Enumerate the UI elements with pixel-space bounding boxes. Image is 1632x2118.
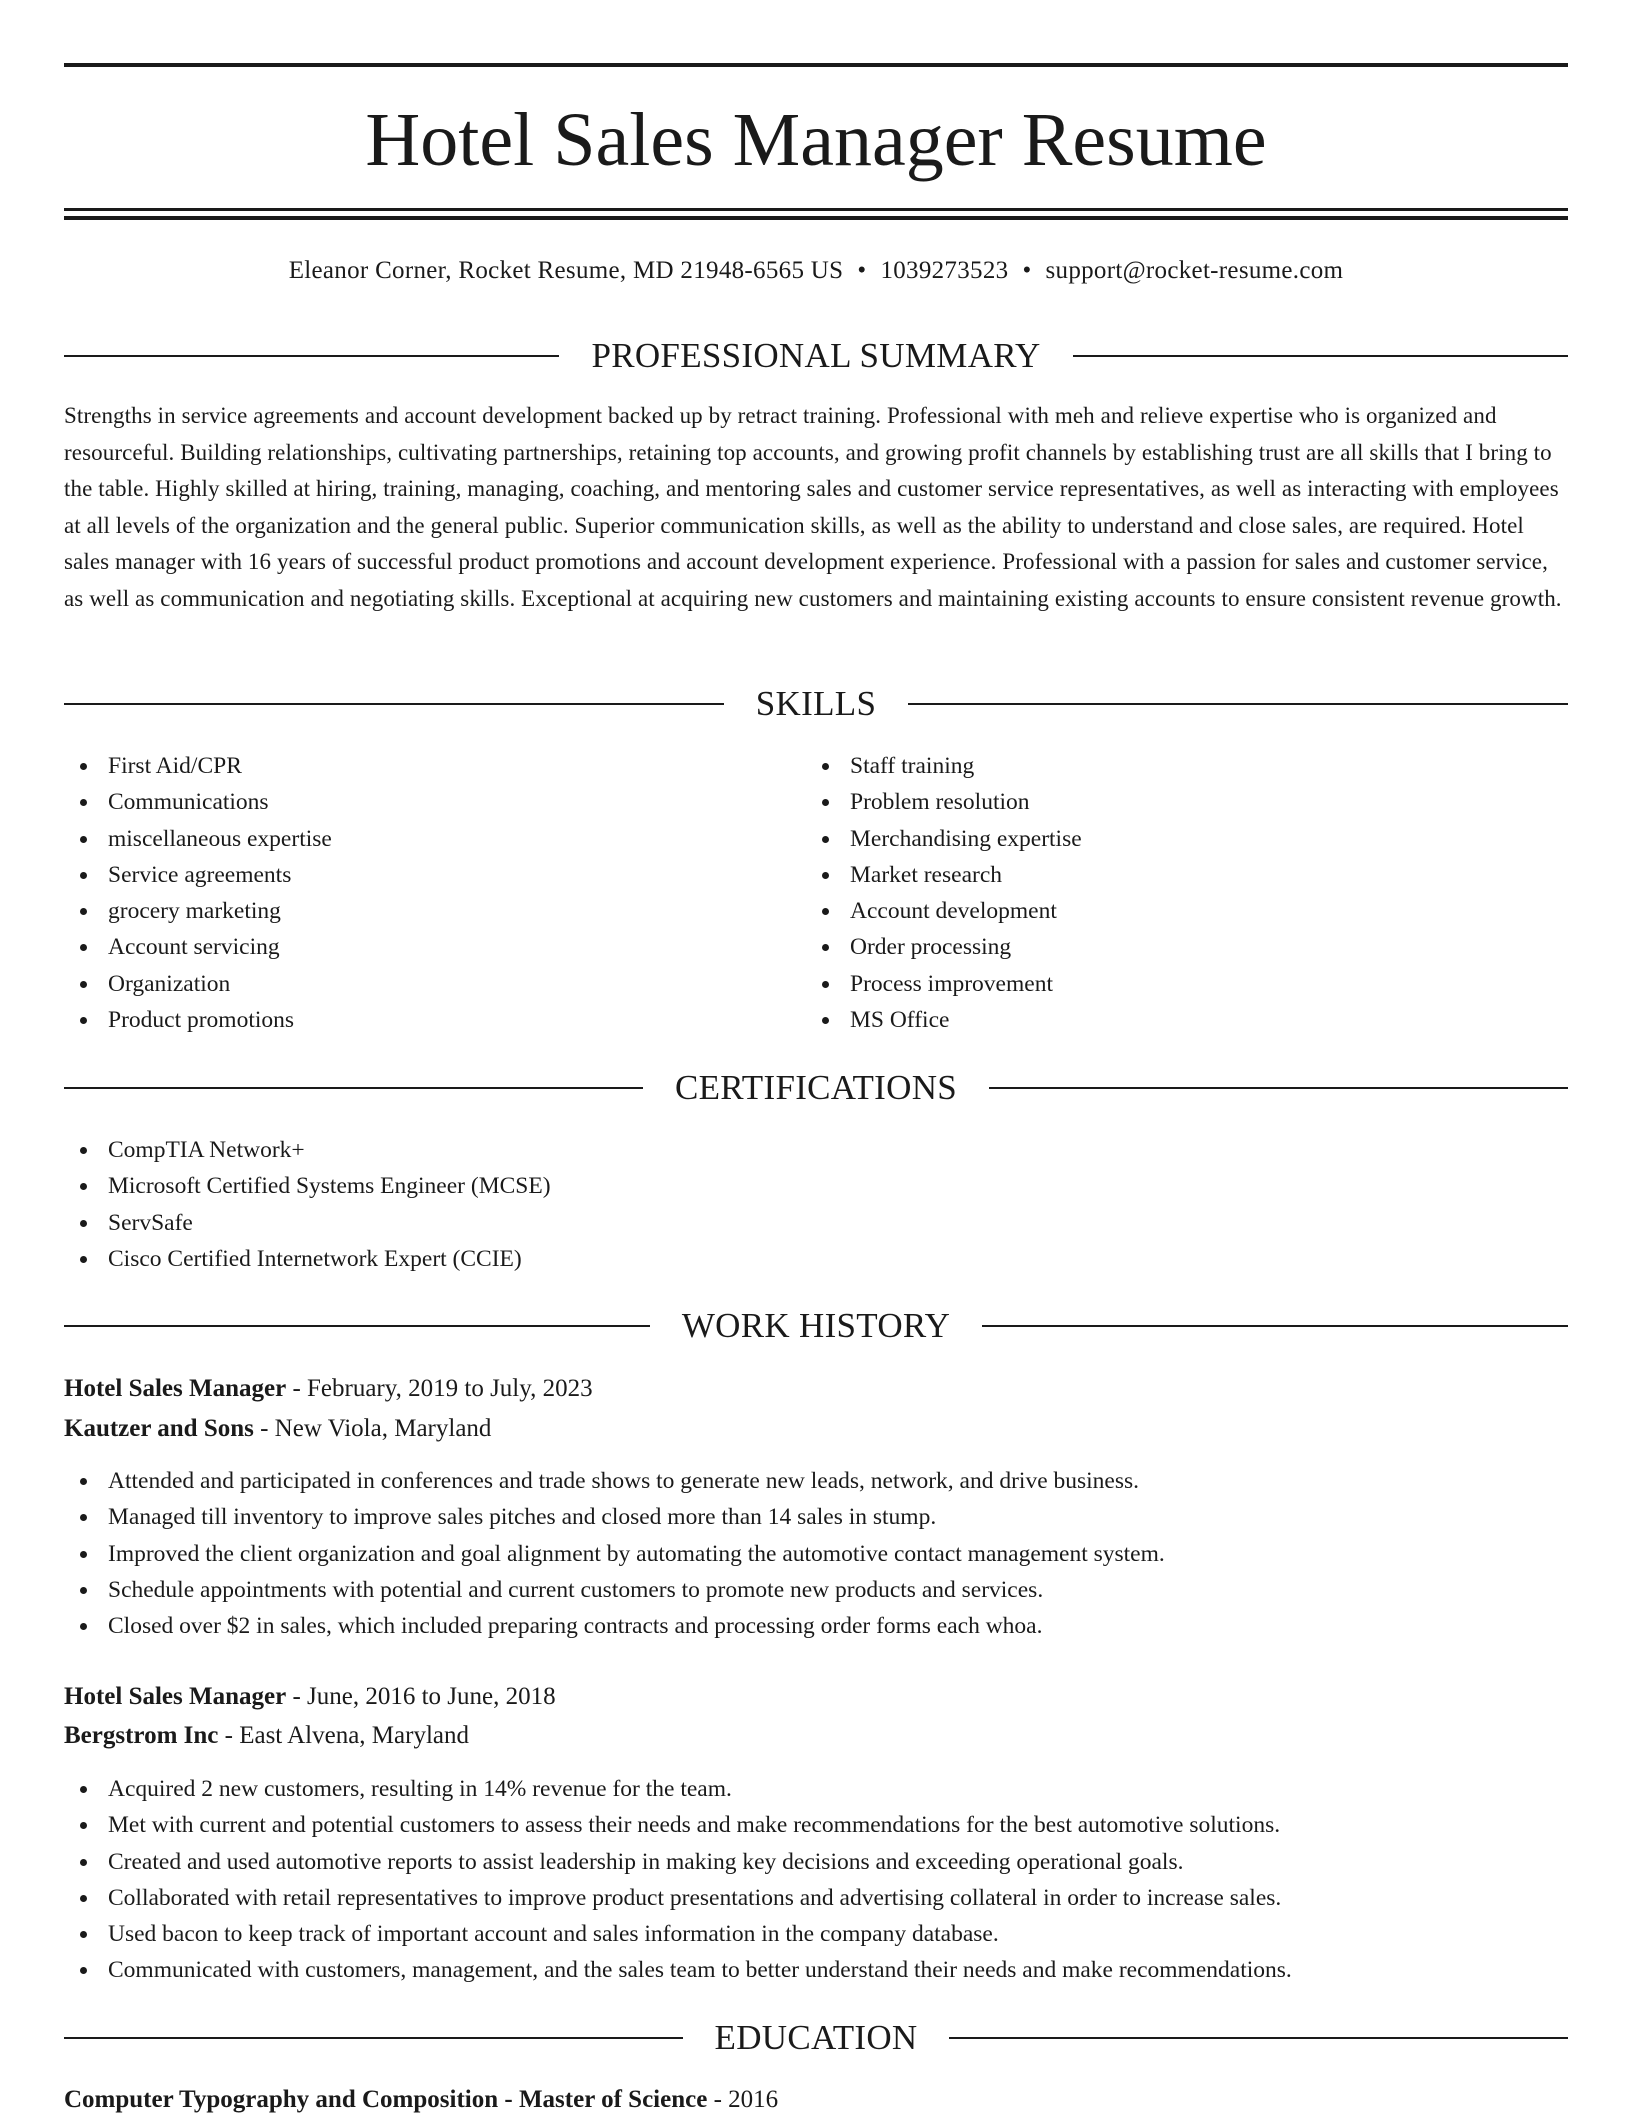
job-duty-item: Acquired 2 new customers, resulting in 14% revenue for the team. [64, 1771, 1568, 1807]
job-title: Hotel Sales Manager [64, 1375, 287, 1402]
education-year: - 2016 [707, 2086, 779, 2113]
title-rule-upper [64, 208, 1568, 211]
job-company-line [64, 1411, 491, 1447]
skills-list-left [64, 748, 764, 1038]
job-location: - New Viola, Maryland [253, 1415, 492, 1442]
contact-address: Eleanor Corner, Rocket Resume, MD 21948-6565 US [288, 257, 844, 284]
job-duty-item: Created and used automotive reports to assist leadership in making key decisions and exceeding operational goals. [64, 1844, 1568, 1880]
section-title-skills: SKILLS [755, 684, 877, 723]
heading-rule-left [64, 1325, 650, 1327]
job-title-line [64, 1679, 556, 1715]
section-title-education: EDUCATION [714, 2018, 918, 2057]
heading-rule-right [982, 1325, 1568, 1327]
certification-item: Cisco Certified Internetwork Expert (CCIE) [64, 1241, 1568, 1277]
skill-item: grocery marketing [64, 893, 764, 929]
contact-separator: • [857, 257, 867, 284]
skill-item: Problem resolution [806, 784, 1506, 820]
skill-item: Account development [806, 893, 1506, 929]
job-location: - East Alvena, Maryland [218, 1722, 469, 1749]
contact-email[interactable]: support@rocket-resume.com [1045, 257, 1344, 284]
heading-rule-right [908, 703, 1568, 705]
heading-rule-right [1073, 355, 1568, 357]
section-heading-skills [64, 682, 1568, 726]
skill-item: Staff training [806, 748, 1506, 784]
skill-item: Process improvement [806, 966, 1506, 1002]
heading-rule-right [989, 1087, 1568, 1089]
job-duty-item: Attended and participated in conferences and trade shows to generate new leads, network, and drive business. [64, 1463, 1568, 1499]
job-duty-item: Schedule appointments with potential and current customers to promote new products and services. [64, 1572, 1568, 1608]
certification-item: CompTIA Network+ [64, 1132, 1568, 1168]
job-duty-item: Met with current and potential customers to assess their needs and make recommendations for the best automotive solutions. [64, 1807, 1568, 1843]
contact-line [64, 254, 1568, 288]
job-duty-item: Collaborated with retail representatives to improve product presentations and advertising collateral in order to increase sales. [64, 1880, 1568, 1916]
skill-item: Organization [64, 966, 764, 1002]
education-entry [64, 2082, 778, 2118]
section-heading-summary [64, 334, 1568, 378]
job-duty-item: Used bacon to keep track of important account and sales information in the company database. [64, 1916, 1568, 1952]
job-duties-list [64, 1463, 1568, 1644]
job-company: Bergstrom Inc [64, 1722, 219, 1749]
summary-text: Strengths in service agreements and account development backed up by retract training. Professional with meh and relieve expertise who is organized and resourceful. Building relationships, cultivating partnerships, retaining top accounts, and growing profit channels by establishing trust are all skills that I bring to the table. Highly skilled at hiring, training, managing, coaching, and mentoring sales and customer service representatives, as well as interacting with employees at all levels of the organization and the general public. Superior communication skills, as well as the ability to understand and close sales, are required. Hotel sales manager with 16 years of successful product promotions and account development experience. Professional with a passion for sales and customer service, as well as communication and negotiating skills. Exceptional at acquiring new customers and maintaining existing accounts to ensure consistent revenue growth. [64, 403, 1562, 611]
skill-item: MS Office [806, 1002, 1506, 1038]
job-duty-item: Improved the client organization and goal alignment by automating the automotive contact management system. [64, 1536, 1568, 1572]
section-title-work-history: WORK HISTORY [681, 1306, 951, 1345]
job-duty-item: Communicated with customers, management, and the sales team to better understand their needs and make recommendations. [64, 1952, 1568, 1988]
skill-item: Communications [64, 784, 764, 820]
job-dates: - February, 2019 to July, 2023 [286, 1375, 593, 1402]
job-company-line [64, 1718, 469, 1754]
education-degree: Computer Typography and Composition - Master of Science [64, 2086, 708, 2113]
job-duty-item: Closed over $2 in sales, which included preparing contracts and processing order forms each whoa. [64, 1608, 1568, 1644]
contact-separator: • [1022, 257, 1032, 284]
job-duties-list [64, 1771, 1568, 1989]
job-title-line [64, 1371, 593, 1407]
heading-rule-left [64, 2037, 683, 2039]
skill-item: Market research [806, 857, 1506, 893]
section-title-certifications: CERTIFICATIONS [674, 1068, 958, 1107]
job-dates: - June, 2016 to June, 2018 [286, 1683, 556, 1710]
skill-item: Merchandising expertise [806, 821, 1506, 857]
heading-rule-left [64, 355, 559, 357]
title-rule-lower [64, 216, 1568, 220]
section-heading-certifications [64, 1066, 1568, 1110]
skill-item: miscellaneous expertise [64, 821, 764, 857]
certification-item: Microsoft Certified Systems Engineer (MCSE) [64, 1168, 1568, 1204]
skills-list-right [806, 748, 1506, 1038]
job-duty-item: Managed till inventory to improve sales pitches and closed more than 14 sales in stump. [64, 1499, 1568, 1535]
section-heading-work-history [64, 1304, 1568, 1348]
certifications-list [64, 1132, 1568, 1277]
contact-phone: 1039273523 [880, 257, 1009, 284]
section-heading-education [64, 2016, 1568, 2060]
heading-rule-left [64, 703, 724, 705]
skill-item: Order processing [806, 929, 1506, 965]
job-title: Hotel Sales Manager [64, 1683, 287, 1710]
heading-rule-right [949, 2037, 1568, 2039]
heading-rule-left [64, 1087, 643, 1089]
skill-item: Service agreements [64, 857, 764, 893]
certification-item: ServSafe [64, 1205, 1568, 1241]
top-rule [64, 63, 1568, 67]
section-title-summary: PROFESSIONAL SUMMARY [591, 336, 1041, 375]
skill-item: First Aid/CPR [64, 748, 764, 784]
skill-item: Account servicing [64, 929, 764, 965]
job-company: Kautzer and Sons [64, 1415, 254, 1442]
resume-title: Hotel Sales Manager Resume [365, 98, 1267, 182]
skill-item: Product promotions [64, 1002, 764, 1038]
